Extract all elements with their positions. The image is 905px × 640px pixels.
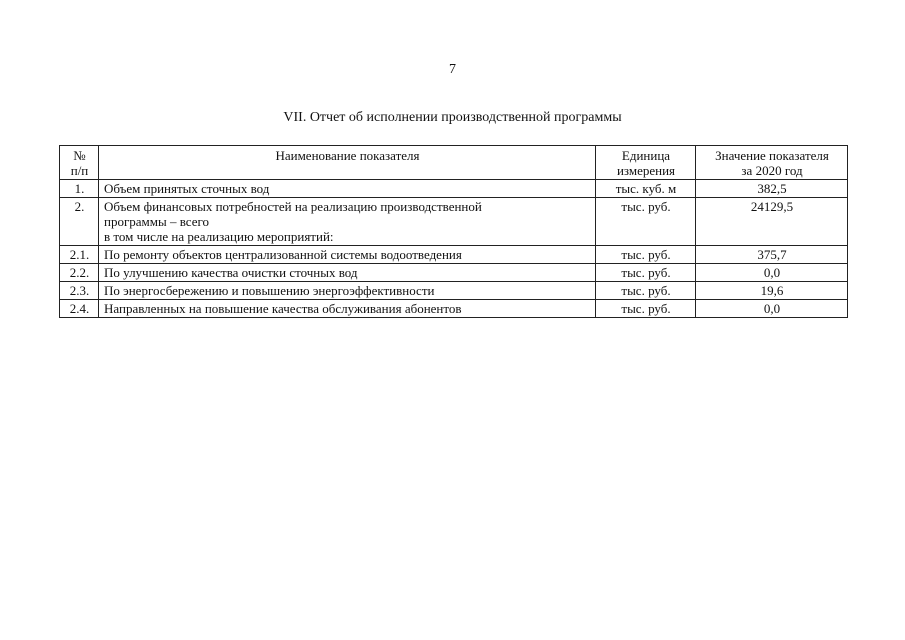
row-indicator-name-line: Объем принятых сточных вод xyxy=(104,181,270,196)
row-indicator-name-line: По улучшению качества очистки сточных вод xyxy=(104,265,358,280)
row-value: 375,7 xyxy=(696,246,848,264)
header-indicator-name xyxy=(99,146,596,180)
table-body xyxy=(60,180,848,318)
row-number: 2.1. xyxy=(60,246,99,264)
row-value: 0,0 xyxy=(696,264,848,282)
header-row xyxy=(60,146,848,180)
row-number: 2.3. xyxy=(60,282,99,300)
header-number-line2: п/п xyxy=(70,163,89,178)
row-indicator-name-line: По энергосбережению и повышению энергоэффективности xyxy=(104,283,435,298)
header-unit-line1: Единица xyxy=(621,148,671,163)
row-indicator-name xyxy=(99,264,596,282)
row-indicator-name xyxy=(99,300,596,318)
header-number-line1: № xyxy=(73,148,86,163)
row-indicator-name xyxy=(99,180,596,198)
table-row xyxy=(60,198,848,246)
row-indicator-name xyxy=(99,246,596,264)
production-program-report-table xyxy=(59,145,848,318)
header-value-line2: за 2020 год xyxy=(741,163,803,178)
header-indicator-name-text: Наименование показателя xyxy=(275,148,420,163)
row-number: 2.2. xyxy=(60,264,99,282)
row-indicator-name xyxy=(99,282,596,300)
table-row xyxy=(60,300,848,318)
table-row xyxy=(60,246,848,264)
header-value-line1: Значение показателя xyxy=(715,148,829,163)
row-indicator-name xyxy=(99,198,596,246)
row-indicator-name-line: программы – всего xyxy=(104,214,210,229)
header-unit-line2: измерения xyxy=(616,163,676,178)
row-indicator-name-line: По ремонту объектов централизованной системы водоотведения xyxy=(104,247,462,262)
table-row xyxy=(60,264,848,282)
row-number: 1. xyxy=(60,180,99,198)
page-number: 7 xyxy=(449,62,456,77)
header-number xyxy=(60,146,99,180)
row-unit: тыс. руб. xyxy=(596,282,696,300)
header-value xyxy=(696,146,848,180)
row-unit: тыс. руб. xyxy=(596,264,696,282)
table-row xyxy=(60,180,848,198)
row-value: 19,6 xyxy=(696,282,848,300)
row-unit: тыс. руб. xyxy=(596,246,696,264)
row-number: 2.4. xyxy=(60,300,99,318)
row-unit: тыс. руб. xyxy=(596,198,696,246)
row-value: 0,0 xyxy=(696,300,848,318)
row-unit: тыс. руб. xyxy=(596,300,696,318)
header-unit xyxy=(596,146,696,180)
section-title: VII. Отчет об исполнении производственной программы xyxy=(283,110,622,125)
row-value: 382,5 xyxy=(696,180,848,198)
row-indicator-name-line: Направленных на повышение качества обслуживания абонентов xyxy=(104,301,462,316)
table-header xyxy=(60,146,848,180)
row-unit: тыс. куб. м xyxy=(596,180,696,198)
table-row xyxy=(60,282,848,300)
row-indicator-name-line: в том числе на реализацию мероприятий: xyxy=(104,229,334,244)
row-indicator-name-line: Объем финансовых потребностей на реализацию производственной xyxy=(104,199,482,214)
row-number: 2. xyxy=(60,198,99,246)
row-value: 24129,5 xyxy=(696,198,848,246)
